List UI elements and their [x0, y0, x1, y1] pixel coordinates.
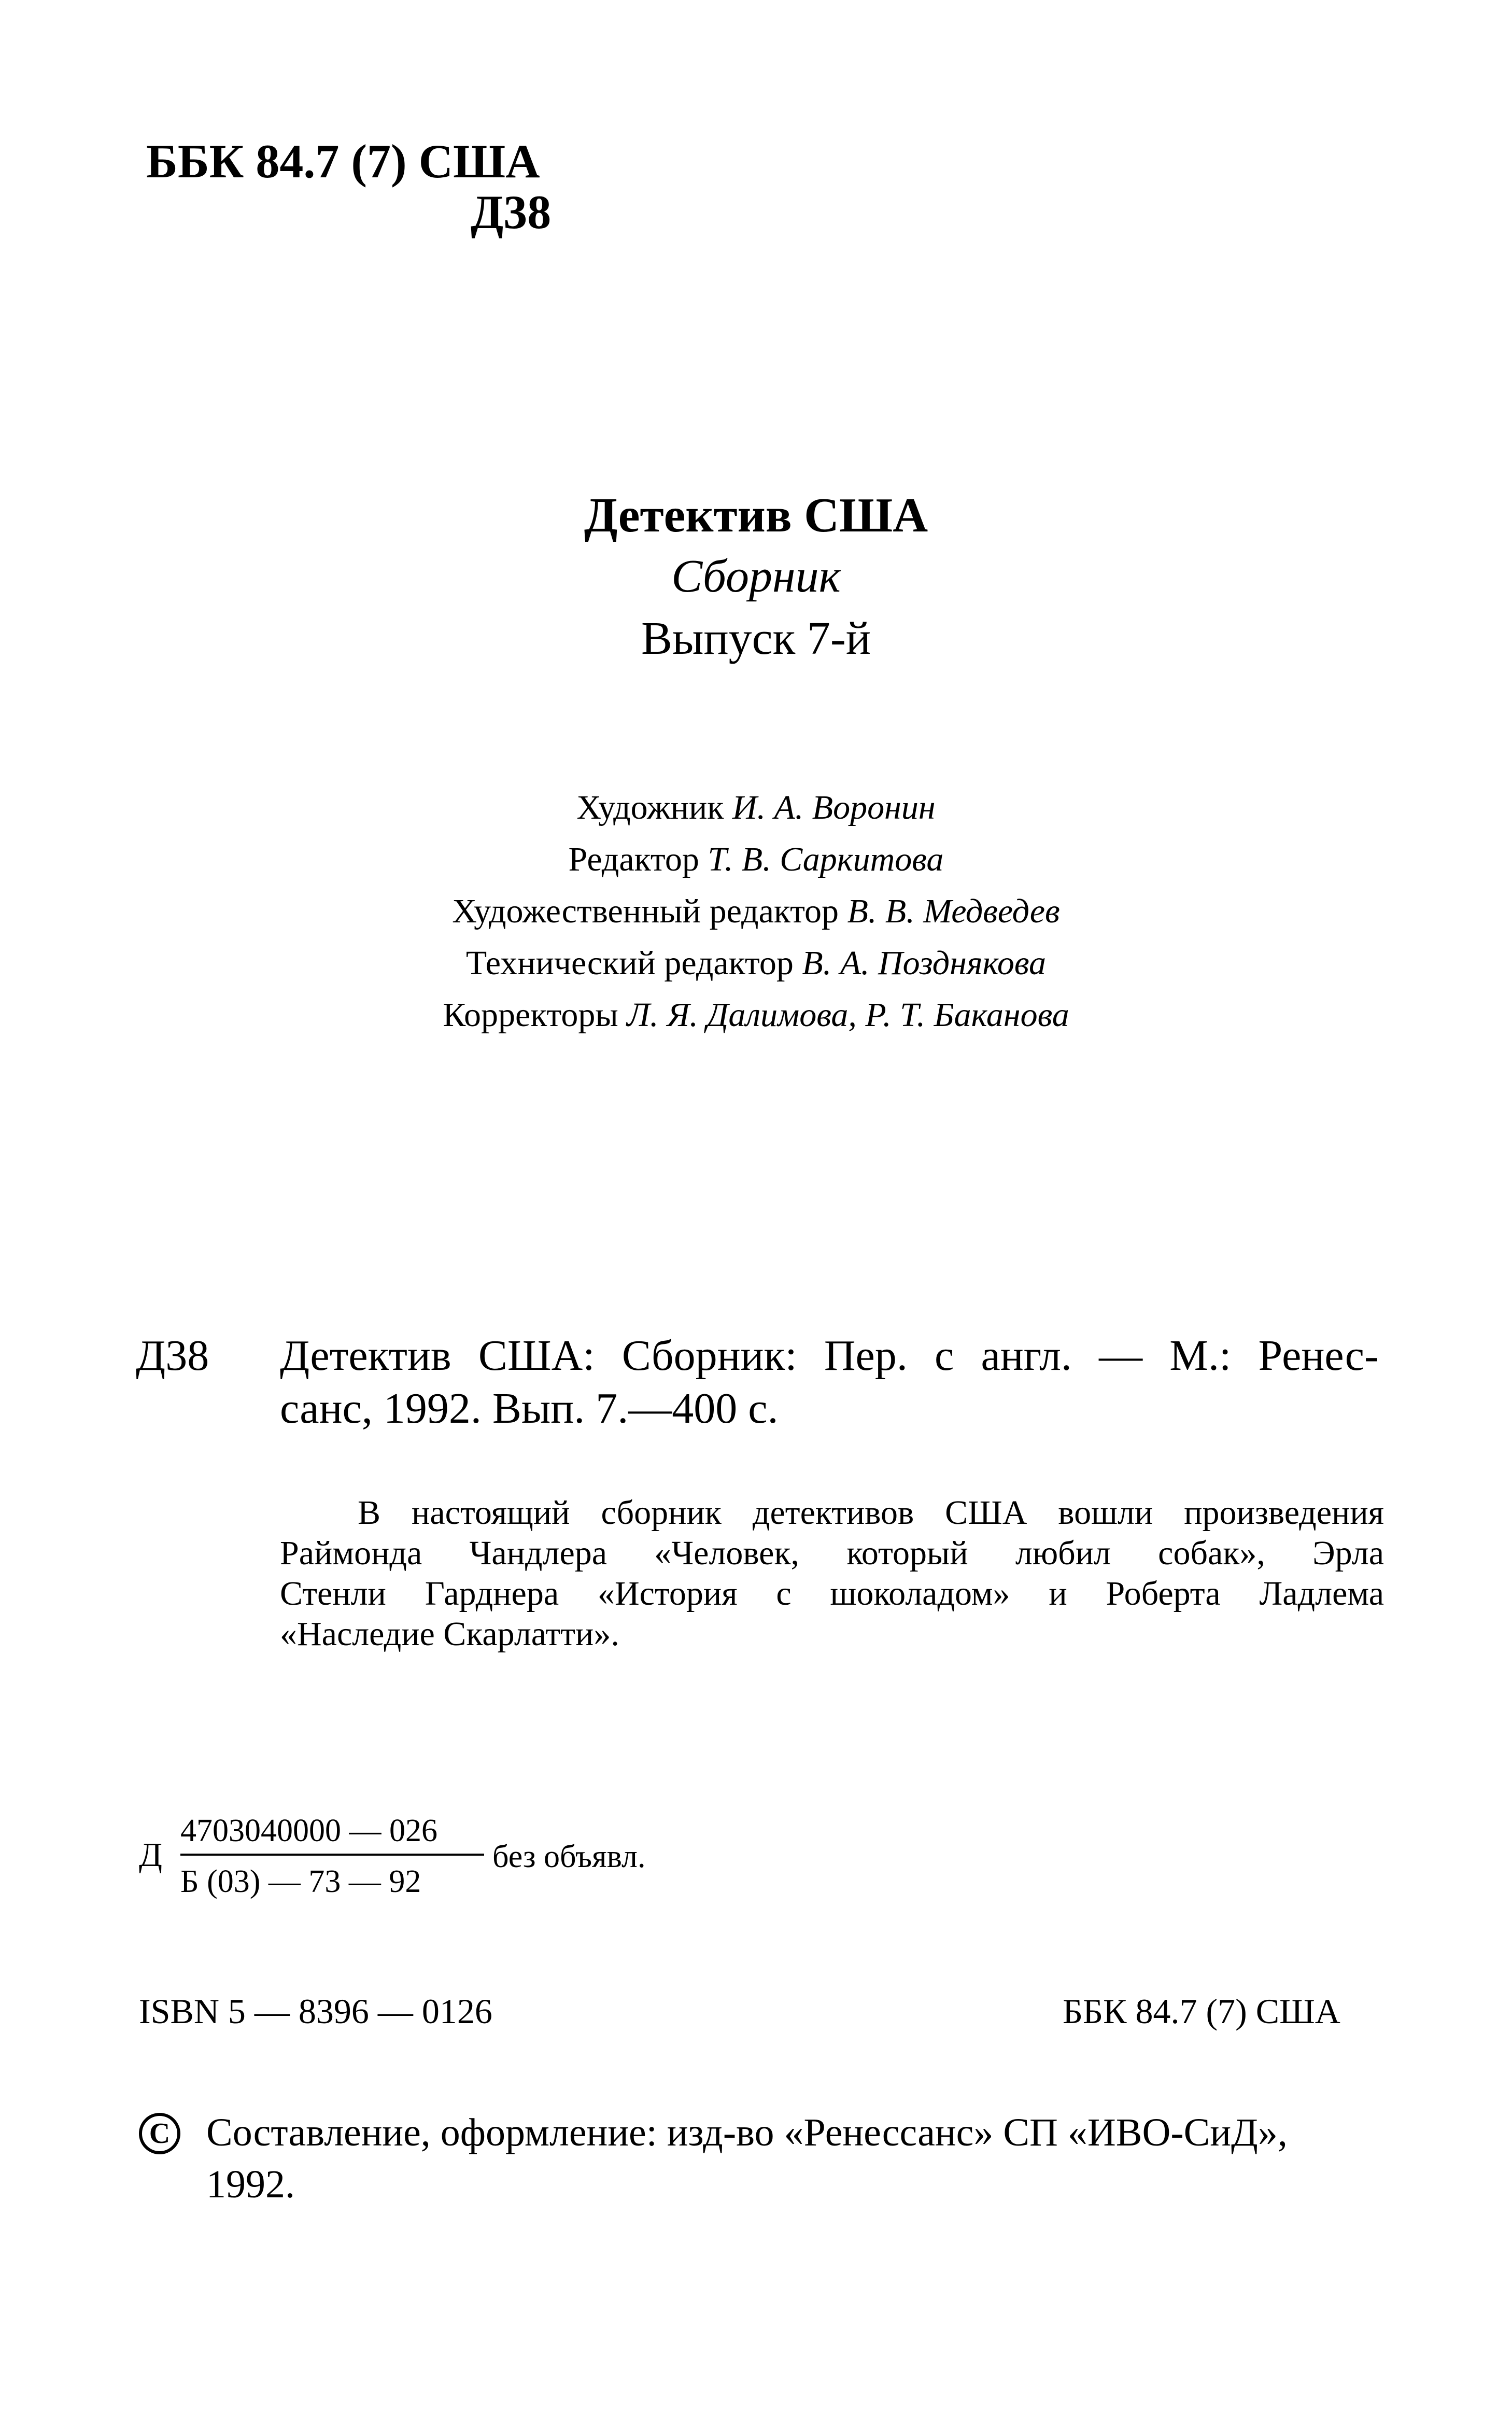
credit-proofreaders	[0, 995, 1512, 1035]
credit-editor	[0, 840, 1512, 879]
copyright-line-1: Составление, оформление: изд-во «Ренессанс» СП «ИВО-СиД»,	[206, 2111, 1288, 2154]
bbk-classification-bottom: ББК 84.7 (7) США	[1063, 1992, 1340, 2031]
credit-role: Корректоры	[443, 996, 618, 1034]
annotation-line: Стенли Гарднера «История с шоколадом» и Роберта Ладлема	[280, 1575, 1384, 1612]
credit-name: В. А. Позднякова	[802, 944, 1047, 982]
bibliographic-line-2: санс, 1992. Вып. 7.—400 с.	[280, 1384, 779, 1433]
book-issue: Выпуск 7-й	[641, 613, 871, 664]
book-title: Детектив США	[584, 488, 928, 542]
credit-name: Т. В. Саркитова	[708, 840, 944, 878]
credit-role: Технический редактор	[465, 944, 794, 982]
annotation-line: В настоящий сборник детективов США вошли произведения	[358, 1494, 1384, 1532]
credit-name: Л. Я. Далимова, Р. Т. Баканова	[627, 996, 1069, 1034]
author-sign-top: Д38	[471, 186, 552, 239]
credit-art-editor	[0, 892, 1512, 931]
bibliographic-line-1: Детектив США: Сборник: Пер. с англ. — М.: Ренес-	[280, 1331, 1379, 1380]
bbk-classification-top: ББК 84.7 (7) США	[146, 135, 540, 188]
book-subtitle: Сборник	[671, 551, 841, 602]
credit-role: Художник	[576, 789, 724, 826]
copyright-icon: C	[139, 2113, 180, 2154]
credit-artist	[0, 788, 1512, 828]
credit-role: Художественный редактор	[452, 892, 839, 930]
index-denominator: Б (03) — 73 — 92	[180, 1864, 421, 1899]
fraction-divider	[180, 1854, 484, 1856]
annotation-line: Раймонда Чандлера «Человек, который любил собак», Эрла	[280, 1534, 1384, 1572]
index-note: без объявл.	[492, 1839, 646, 1874]
index-numerator: 4703040000 — 026	[180, 1813, 437, 1848]
credit-name: И. А. Воронин	[732, 789, 936, 826]
credit-technical-editor	[0, 944, 1512, 983]
credit-role: Редактор	[568, 840, 699, 878]
index-prefix: Д	[139, 1836, 163, 1874]
annotation-line: «Наследие Скарлатти».	[280, 1615, 619, 1653]
isbn: ISBN 5 — 8396 — 0126	[139, 1992, 492, 2031]
credit-name: В. В. Медведев	[847, 892, 1060, 930]
copyright-line-2: 1992.	[206, 2163, 295, 2206]
bibliographic-code: Д38	[136, 1331, 209, 1380]
